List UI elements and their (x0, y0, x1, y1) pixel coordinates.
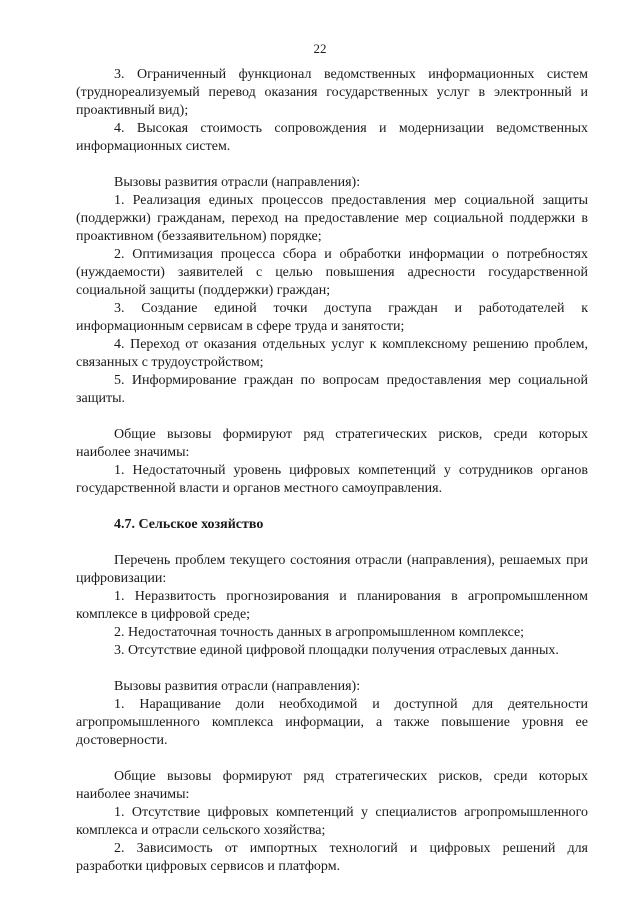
section-heading: 4.7. Сельское хозяйство (114, 517, 264, 532)
paragraph: Общие вызовы формируют ряд стратегических рисков, среди которых наиболее значимы: (76, 769, 588, 802)
paragraph: 3. Ограниченный функционал ведомственных информационных систем (труднореализуемый перевод оказания государственных услуг в электронный и проактивный вид); (76, 67, 588, 118)
paragraph: 2. Оптимизация процесса сбора и обработки информации о потребностях (нуждаемости) заявителей с целью повышения адресности государственной социальной защиты (поддержки) граждан; (76, 247, 588, 298)
paragraph: 4. Высокая стоимость сопровождения и модернизации ведомственных информационных систем. (76, 121, 588, 154)
paragraph: 4. Переход от оказания отдельных услуг к комплексному решению проблем, связанных с трудоустройством; (76, 337, 588, 370)
paragraph: Перечень проблем текущего состояния отрасли (направления), решаемых при цифровизации: (76, 553, 588, 586)
paragraph: 1. Неразвитость прогнозирования и планирования в агропромышленном комплексе в цифровой среде; (76, 589, 588, 622)
paragraph: 3. Отсутствие единой цифровой площадки получения отраслевых данных. (114, 643, 559, 658)
paragraph: 1. Реализация единых процессов предоставления мер социальной защиты (поддержки) гражданам, переход на предоставление мер социальной поддержки в проактивном (беззаявительном) порядке; (76, 193, 588, 244)
paragraph: 1. Недостаточный уровень цифровых компетенций у сотрудников органов государственной власти и органов местного самоуправления. (76, 463, 588, 496)
paragraph: Вызовы развития отрасли (направления): (114, 679, 361, 694)
paragraph: 1. Отсутствие цифровых компетенций у специалистов агропромышленного комплекса и отрасли сельского хозяйства; (76, 805, 588, 838)
page-number: 22 (313, 41, 327, 56)
paragraph: 5. Информирование граждан по вопросам предоставления мер социальной защиты. (76, 373, 588, 406)
paragraph: 2. Зависимость от импортных технологий и цифровых решений для разработки цифровых сервисов и платформ. (76, 841, 588, 874)
paragraph: Вызовы развития отрасли (направления): (114, 175, 361, 190)
paragraph: Общие вызовы формируют ряд стратегических рисков, среди которых наиболее значимы: (76, 427, 588, 460)
paragraph: 2. Недостаточная точность данных в агропромышленном комплексе; (114, 625, 525, 640)
paragraph: 3. Создание единой точки доступа граждан и работодателей к информационным сервисам в сфере труда и занятости; (76, 301, 588, 334)
paragraph: 1. Наращивание доли необходимой и доступной для деятельности агропромышленного комплекса информации, а также повышение уровня ее достоверности. (76, 697, 588, 748)
page-content (76, 66, 588, 876)
